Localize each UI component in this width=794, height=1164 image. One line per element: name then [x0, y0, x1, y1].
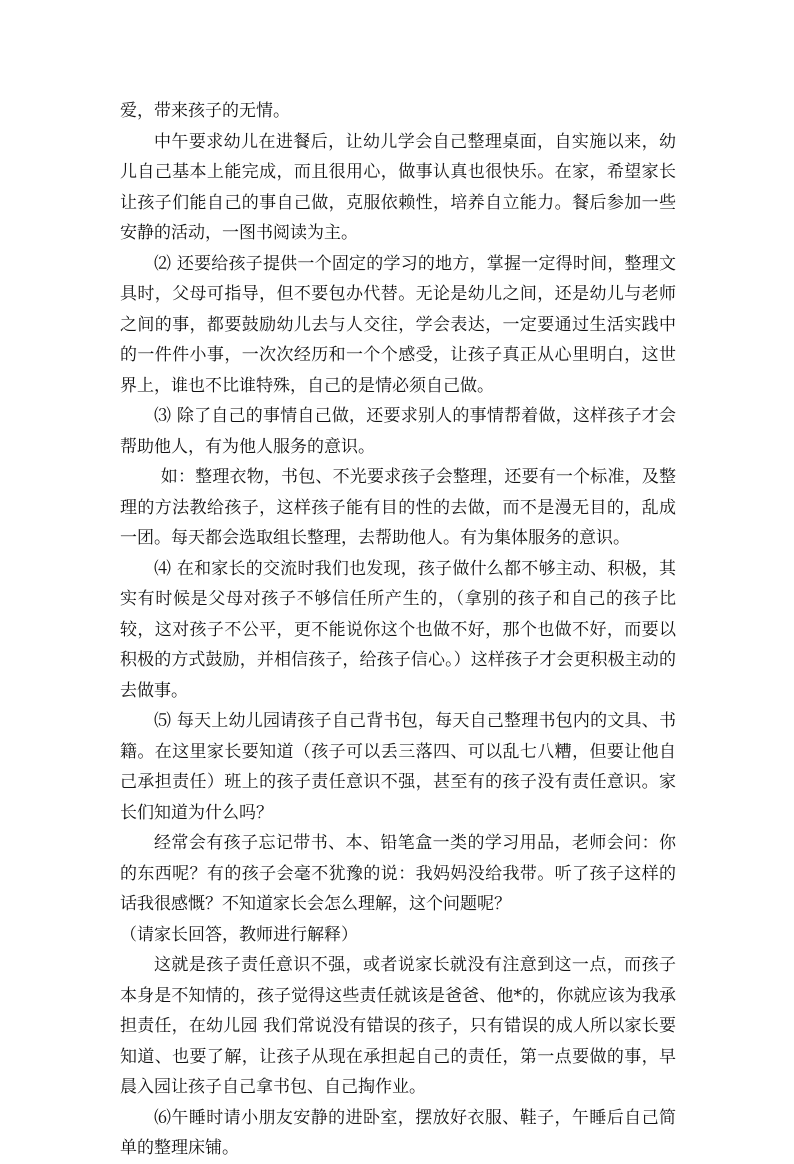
paragraph-3: ⑵ 还要给孩子提供一个固定的学习的地方，掌握一定得时间，整理文具时，父母可指导，但不要包办代替。无论是幼儿之间，还是幼儿与老师之间的事，都要鼓励幼儿去与人交往，学会表达，一定要通过生活实践中的一件件小事，一次次经历和一个个感受，让孩子真正从心里明白，这世界上，谁也不比谁特殊，自己的是情必须自己做。 — [120, 253, 676, 396]
document-page — [120, 96, 676, 1164]
paragraph-4: ⑶ 除了自己的事情自己做，还要求别人的事情帮着做，这样孩子才会帮助他人，有为他人服务的意识。 — [120, 406, 676, 457]
paragraph-10: 这就是孩子责任意识不强，或者说家长就没有注意到这一点，而孩子本身是不知情的，孩子觉得这些责任就该是爸爸、他*的，你就应该为我承担责任，在幼儿园 我们常说没有错误的孩子，只有错误的成人所以家长要知道、也要了解，让孩子从现在承担起自己的责任，第一点要做的事，早晨入园让孩子自己拿书包、自己掏作业。 — [120, 955, 676, 1097]
paragraph-1: 爱，带来孩子的无情。 — [120, 101, 290, 121]
paragraph-9: （请家长回答，教师进行解释） — [120, 924, 358, 945]
paragraph-8: 经常会有孩子忘记带书、本、铅笔盒一类的学习用品，老师会问：你的东西呢？有的孩子会毫不犹豫的说：我妈妈没给我带。听了孩子这样的话我很感慨？不知道家长会怎么理解，这个问题呢？ — [120, 833, 676, 914]
paragraph-11: ⑹午睡时请小朋友安静的进卧室，摆放好衣服、鞋子，午睡后自己简单的整理床铺。 — [120, 1107, 676, 1158]
paragraph-7: ⑸ 每天上幼儿园请孩子自己背书包，每天自己整理书包内的文具、书籍。在这里家长要知道（孩子可以丢三落四、可以乱七八糟，但要让他自己承担责任）班上的孩子责任意识不强，甚至有的孩子没有责任意识。家长们知道为什么吗？ — [120, 711, 676, 823]
paragraph-2: 中午要求幼儿在进餐后，让幼儿学会自己整理桌面，自实施以来，幼儿自己基本上能完成，而且很用心，做事认真也很快乐。在家，希望家长让孩子们能自己的事自己做，克服依赖性，培养自立能力。餐后参加一些安静的活动，一图书阅读为主。 — [120, 131, 676, 243]
paragraph-5: 如：整理衣物，书包、不光要求孩子会整理，还要有一个标准，及整理的方法教给孩子，这样孩子能有目的性的去做，而不是漫无目的，乱成一团。每天都会选取组长整理，去帮助他人。有为集体服务的意识。 — [120, 467, 676, 548]
paragraph-6: ⑷ 在和家长的交流时我们也发现，孩子做什么都不够主动、积极，其实有时候是父母对孩子不够信任所产生的，（拿别的孩子和自己的孩子比较，这对孩子不公平，更不能说你这个也做不好，那个也做不好，而要以积极的方式鼓励，并相信孩子，给孩子信心。）这样孩子才会更积极主动的去做事。 — [120, 558, 676, 701]
